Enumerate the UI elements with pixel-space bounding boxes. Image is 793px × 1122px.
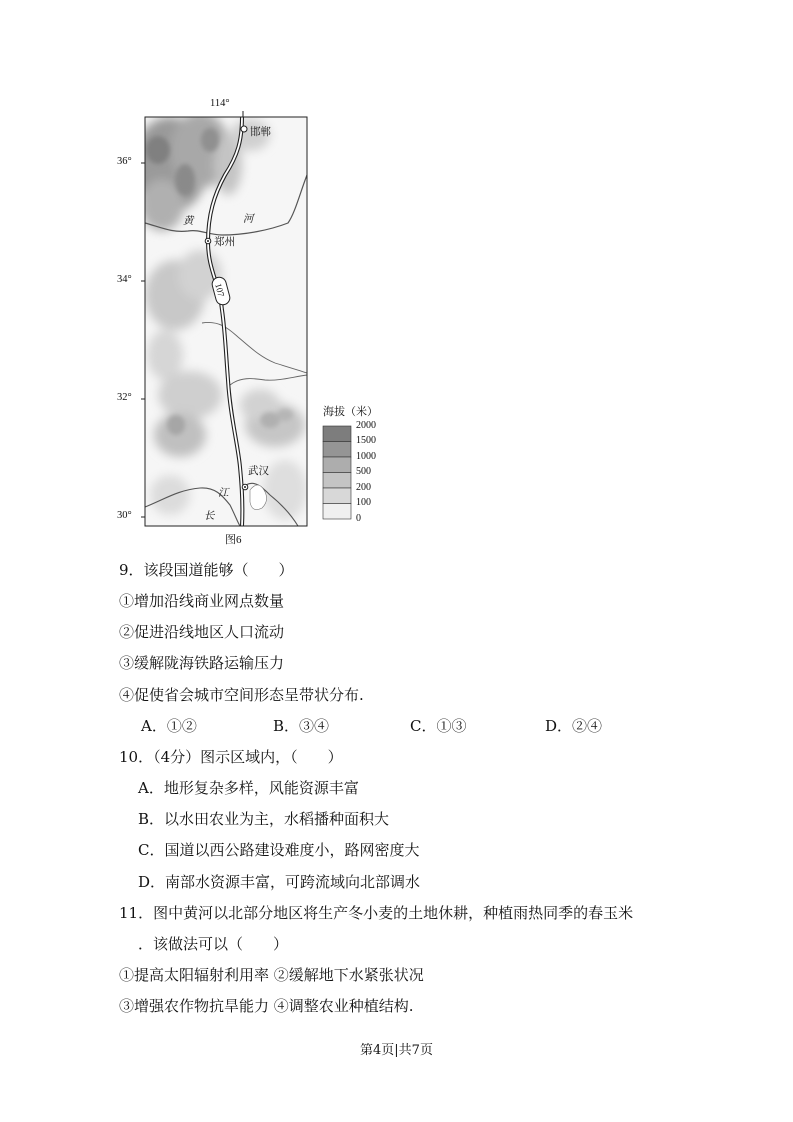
longitude-label: 114° (210, 98, 230, 109)
q11-items-line2: ③增强农作物抗旱能力 ④调整农业种植结构. (119, 997, 414, 1015)
city-label-handan: 邯郸 (250, 127, 271, 138)
q9-item-3: ③缓解陇海铁路运输压力 (119, 654, 285, 672)
q10-option-b: B．以水田农业为主，水稻播种面积大 (138, 810, 390, 828)
page-footer: 第4页|共7页 (360, 1043, 433, 1058)
figure-6-map (110, 95, 410, 550)
q11-items-line1: ①提高太阳辐射利用率 ②缓解地下水紧张状况 (119, 966, 424, 984)
yangtze-label-1: 江 (218, 488, 229, 499)
legend-level: 200 (356, 482, 371, 493)
legend-level: 1000 (356, 451, 376, 462)
road-number: 107 (213, 282, 227, 298)
legend-level: 0 (356, 513, 361, 524)
q11-stem-line2: ．该做法可以（ ） (138, 935, 289, 953)
yangtze-label-2: 长 (204, 511, 215, 522)
q10-option-d: D．南部水资源丰富，可跨流域向北部调水 (138, 873, 421, 891)
q9-option-a: A．①② (141, 717, 197, 735)
handan-marker (241, 126, 247, 132)
legend-level: 2000 (356, 420, 376, 431)
q9-option-c: C．①③ (410, 717, 467, 735)
yellow-river-label-2: 河 (243, 214, 254, 225)
q10-stem: 10．（4分）图示区域内，（ ） (119, 748, 343, 766)
q9-option-d: D．②④ (545, 717, 603, 735)
latitude-label-32: 32° (117, 392, 132, 403)
latitude-label-34: 34° (117, 274, 132, 285)
city-label-zhengzhou: 郑州 (214, 237, 235, 248)
q9-option-b: B．③④ (273, 717, 330, 735)
latitude-label-30: 30° (117, 510, 132, 521)
q9-stem: 9．该段国道能够（ ） (119, 561, 294, 579)
q10-option-a: A．地形复杂多样，风能资源丰富 (138, 779, 359, 797)
legend-level: 100 (356, 497, 371, 508)
q9-item-4: ④促使省会城市空间形态呈带状分布. (119, 686, 364, 704)
yellow-river-label-1: 黄 (183, 216, 194, 227)
legend-level: 500 (356, 466, 371, 477)
legend-level: 1500 (356, 435, 376, 446)
city-label-wuhan: 武汉 (248, 466, 269, 477)
q10-option-c: C．国道以西公路建设难度小，路网密度大 (138, 841, 420, 859)
latitude-label-36: 36° (117, 156, 132, 167)
legend-title: 海拔（米） (323, 405, 378, 418)
elevation-legend-swatches (323, 426, 351, 519)
q11-stem-line1: 11．图中黄河以北部分地区将生产冬小麦的土地休耕，种植雨热同季的春玉米 (119, 904, 634, 922)
q9-item-1: ①增加沿线商业网点数量 (119, 592, 285, 610)
figure-caption: 图6 (225, 534, 242, 546)
q9-item-2: ②促进沿线地区人口流动 (119, 623, 285, 641)
